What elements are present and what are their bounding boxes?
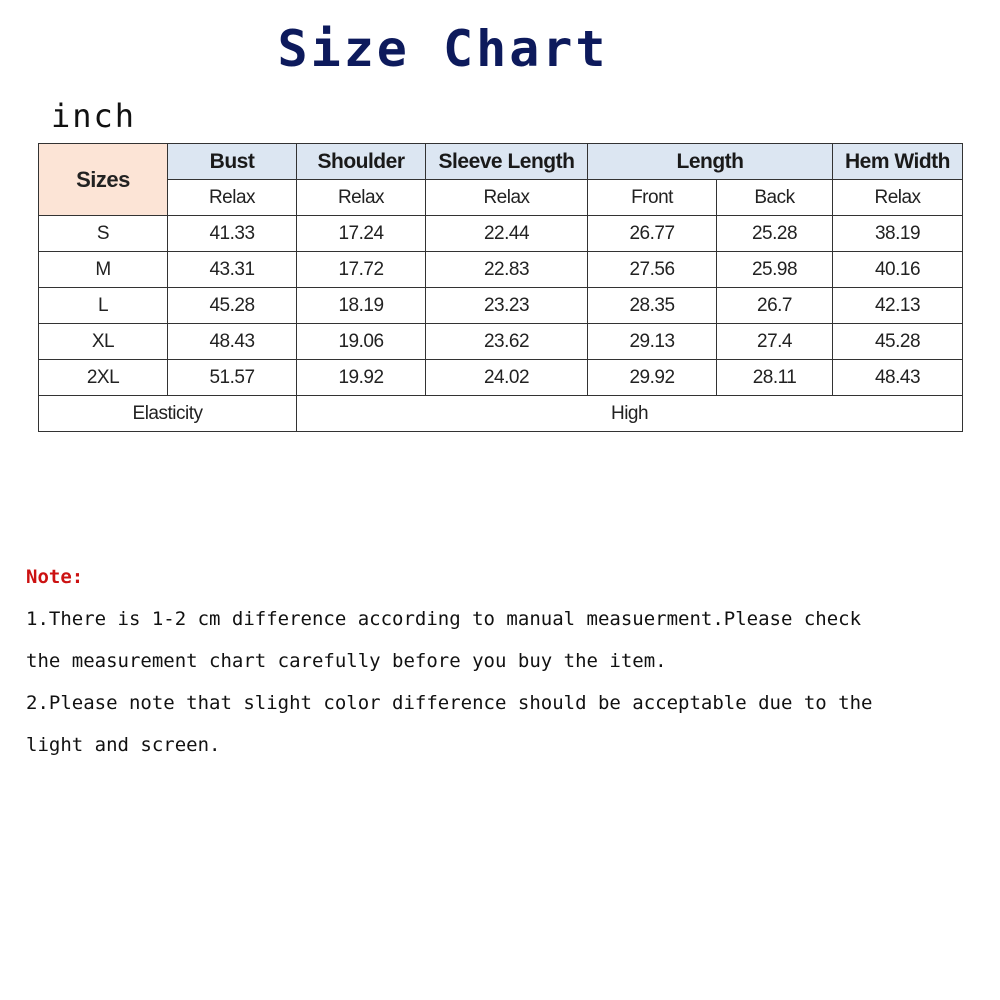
table-row — [39, 324, 963, 360]
cell-bust: 48.43 — [168, 324, 297, 360]
size-chart-table — [38, 143, 963, 432]
cell-bust: 41.33 — [168, 216, 297, 252]
cell-sleeve-length: 23.62 — [426, 324, 588, 360]
cell-bust: 45.28 — [168, 288, 297, 324]
cell-sleeve-length: 24.02 — [426, 360, 588, 396]
header-sizes: Sizes — [39, 144, 168, 216]
note-line: 1.There is 1-2 cm difference according to manual measuerment.Please check — [26, 608, 862, 630]
table-row — [39, 216, 963, 252]
header-row — [39, 144, 963, 180]
subheader-row — [39, 180, 963, 216]
cell-bust: 43.31 — [168, 252, 297, 288]
cell-length-front: 26.77 — [588, 216, 717, 252]
cell-length-front: 29.13 — [588, 324, 717, 360]
row-size: XL — [39, 324, 168, 360]
table-row — [39, 288, 963, 324]
header-bust: Bust — [168, 144, 297, 180]
cell-hem-width: 42.13 — [833, 288, 963, 324]
cell-length-front: 28.35 — [588, 288, 717, 324]
cell-hem-width: 38.19 — [833, 216, 963, 252]
subheader-length-front: Front — [588, 180, 717, 216]
row-size: S — [39, 216, 168, 252]
note-line: 2.Please note that slight color difference should be acceptable due to the — [26, 692, 873, 714]
header-hem-width: Hem Width — [833, 144, 963, 180]
subheader-shoulder: Relax — [297, 180, 426, 216]
table-row — [39, 360, 963, 396]
header-sleeve-length: Sleeve Length — [426, 144, 588, 180]
subheader-hem-width: Relax — [833, 180, 963, 216]
header-length: Length — [588, 144, 833, 180]
cell-length-back: 25.98 — [717, 252, 833, 288]
subheader-bust: Relax — [168, 180, 297, 216]
cell-sleeve-length: 22.44 — [426, 216, 588, 252]
row-size: M — [39, 252, 168, 288]
cell-sleeve-length: 22.83 — [426, 252, 588, 288]
cell-bust: 51.57 — [168, 360, 297, 396]
note-line: the measurement chart carefully before you buy the item. — [26, 650, 667, 672]
elasticity-value: High — [297, 396, 963, 432]
unit-label: inch — [51, 97, 137, 135]
note-section — [26, 556, 986, 766]
cell-length-back: 27.4 — [717, 324, 833, 360]
subheader-length-back: Back — [717, 180, 833, 216]
cell-shoulder: 19.92 — [297, 360, 426, 396]
cell-length-back: 26.7 — [717, 288, 833, 324]
subheader-sleeve-length: Relax — [426, 180, 588, 216]
cell-shoulder: 19.06 — [297, 324, 426, 360]
cell-shoulder: 17.24 — [297, 216, 426, 252]
page-title: Size Chart — [277, 20, 609, 78]
row-size: L — [39, 288, 168, 324]
cell-shoulder: 18.19 — [297, 288, 426, 324]
cell-length-back: 28.11 — [717, 360, 833, 396]
row-size: 2XL — [39, 360, 168, 396]
cell-shoulder: 17.72 — [297, 252, 426, 288]
cell-hem-width: 45.28 — [833, 324, 963, 360]
header-shoulder: Shoulder — [297, 144, 426, 180]
cell-length-front: 29.92 — [588, 360, 717, 396]
cell-hem-width: 48.43 — [833, 360, 963, 396]
cell-hem-width: 40.16 — [833, 252, 963, 288]
elasticity-row — [39, 396, 963, 432]
cell-length-front: 27.56 — [588, 252, 717, 288]
note-line: light and screen. — [26, 734, 221, 756]
table-row — [39, 252, 963, 288]
cell-sleeve-length: 23.23 — [426, 288, 588, 324]
note-label: Note: — [26, 566, 84, 588]
elasticity-label: Elasticity — [39, 396, 297, 432]
cell-length-back: 25.28 — [717, 216, 833, 252]
